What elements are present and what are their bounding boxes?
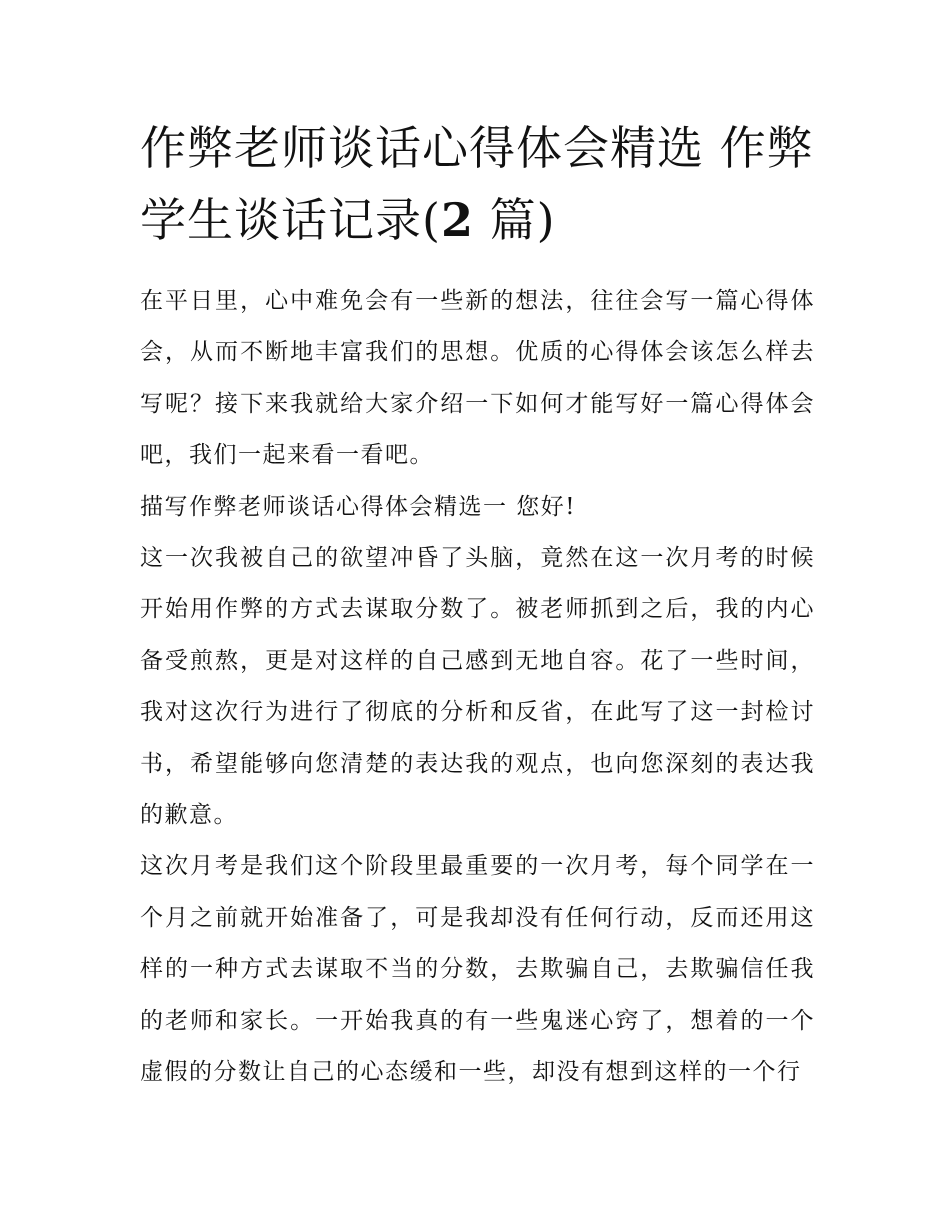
title-text-part2: 篇) <box>473 193 556 247</box>
intro-paragraph: 在平日里，心中难免会有一些新的想法，往往会写一篇心得体会，从而不断地丰富我们的思想。优质的心得体会该怎么样去写呢？接下来我就给大家介绍一下如何才能写好一篇心得体会吧，我们一起来看一看吧。 <box>140 288 815 469</box>
section-heading-line: 描写作弊老师谈话心得体会精选一 您好! <box>140 493 577 520</box>
title-number: 2 <box>440 193 474 247</box>
document-body <box>140 276 815 1099</box>
body-paragraph: 这次月考是我们这个阶段里最重要的一次月考，每个同学在一个月之前就开始准备了，可是我却没有任何行动，反而还用这样的一种方式去谋取不当的分数，去欺骗自己，去欺骗信任我的老师和家长。一开始我真的有一些鬼迷心窍了，想着的一个虚假的分数让自己的心态缓和一些，却没有想到这样的一个行 <box>140 853 815 1086</box>
title-text-part1: 作弊老师谈话心得体会精选 作弊学生谈话记录( <box>140 121 814 247</box>
body-paragraph: 这一次我被自己的欲望冲昏了头脑，竟然在这一次月考的时候开始用作弊的方式去谋取分数了。被老师抓到之后，我的内心备受煎熬，更是对这样的自己感到无地自容。花了一些时间，我对这次行为进行了彻底的分析和反省，在此写了这一封检讨书，希望能够向您清楚的表达我的观点，也向您深刻的表达我的歉意。 <box>140 545 815 829</box>
document-title <box>140 112 820 256</box>
